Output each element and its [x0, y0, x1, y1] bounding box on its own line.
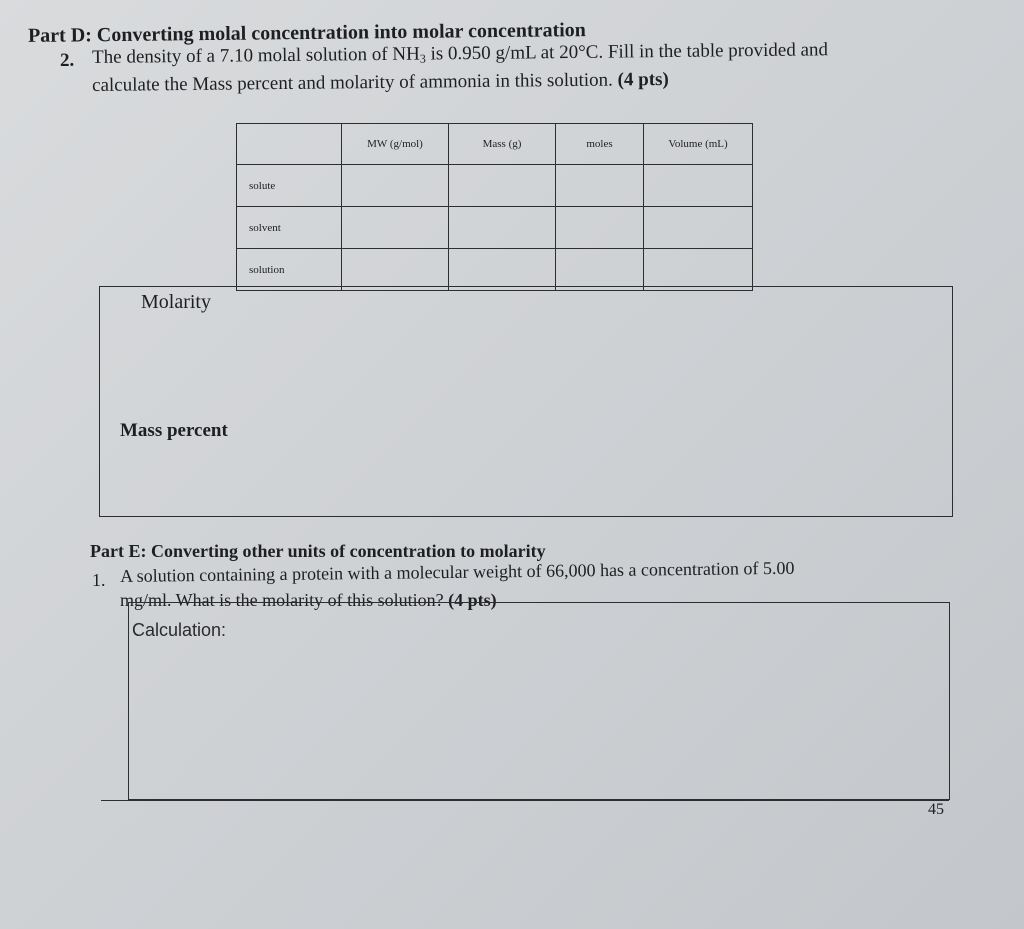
bottom-rule: [101, 800, 949, 801]
question-1-number: 1.: [92, 570, 106, 590]
table-header-mw: MW (g/mol): [342, 124, 449, 165]
table-row: [237, 165, 753, 207]
table-cell[interactable]: [449, 165, 556, 207]
table-header-volume: Volume (mL): [644, 124, 753, 165]
table-cell[interactable]: [342, 165, 449, 207]
table-cell[interactable]: [644, 249, 753, 291]
nh3-subscript: 3: [419, 51, 426, 66]
table-cell[interactable]: [449, 249, 556, 291]
page-number: 45: [928, 801, 944, 818]
table-cell[interactable]: [342, 249, 449, 291]
question-2-points: (4 pts): [617, 68, 669, 91]
table-header-moles: moles: [556, 124, 644, 165]
part-e-title: Part E: Converting other units of concentration to molarity: [90, 541, 546, 561]
calculation-answer-box[interactable]: [128, 602, 950, 800]
table-cell[interactable]: [342, 207, 449, 249]
question-2-text-c: calculate the Mass percent and molarity of ammonia in this solution.: [92, 69, 618, 96]
table-header-mass: Mass (g): [449, 124, 556, 165]
question-2-text-a: The density of a 7.10 molal solution of NH: [92, 43, 420, 68]
mass-percent-label: Mass percent: [120, 420, 228, 441]
table-row: [237, 207, 753, 249]
question-2-number: 2.: [60, 50, 75, 71]
table-header-row: [237, 124, 753, 165]
question-1-text: mg/ml. What is the molarity of this solution?: [120, 590, 449, 610]
question-2-line-2: [92, 69, 669, 97]
question-2-text-b: is 0.950 g/mL at 20°C. Fill in the table provided and: [425, 39, 829, 65]
question-1-line-1: A solution containing a protein with a molecular weight of 66,000 has a concentration of 5.00: [120, 557, 795, 586]
row-label-solution: solution: [237, 249, 342, 291]
molarity-label: Molarity: [141, 291, 211, 313]
table-cell[interactable]: [644, 207, 753, 249]
row-label-solute: solute: [237, 165, 342, 207]
calculation-label: Calculation:: [132, 620, 227, 640]
table-cell[interactable]: [556, 207, 644, 249]
molarity-answer-box[interactable]: [99, 286, 953, 517]
table-cell[interactable]: [644, 165, 753, 207]
table-cell[interactable]: [556, 165, 644, 207]
data-table: [236, 123, 753, 291]
row-label-solvent: solvent: [237, 207, 342, 249]
table-row: [237, 249, 753, 291]
question-1-points: (4 pts): [448, 590, 497, 610]
part-d-title: Part D: Converting molal concentration into molar concentration: [27, 19, 586, 47]
table-header-blank: [237, 124, 342, 165]
table-cell[interactable]: [556, 249, 644, 291]
table-cell[interactable]: [449, 207, 556, 249]
